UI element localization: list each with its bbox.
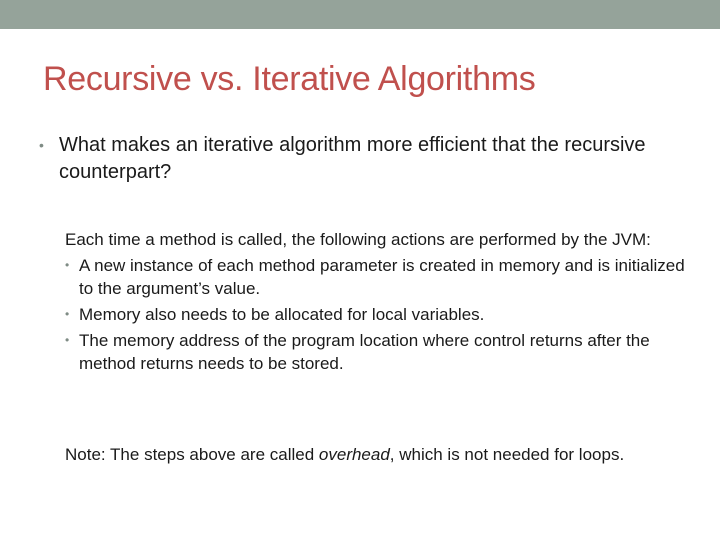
bullet-icon: • xyxy=(65,258,70,272)
bullet-icon: • xyxy=(39,137,44,153)
list-item xyxy=(65,329,685,375)
list-item-text: The memory address of the program location where control returns after the method returns needs to be stored. xyxy=(79,331,650,373)
note-emphasis: overhead xyxy=(318,445,390,464)
note-suffix: , which is not needed for loops. xyxy=(389,445,625,464)
list-item xyxy=(65,303,685,326)
note-prefix: Note: The steps above are called xyxy=(65,445,319,464)
top-accent-bar xyxy=(0,0,720,29)
explanation-block xyxy=(65,228,685,464)
list-item xyxy=(65,254,685,300)
bullet-icon: • xyxy=(65,333,70,347)
list-item-text: A new instance of each method parameter is created in memory and is initialized to the argument’s value. xyxy=(79,256,685,298)
list-item-text: Memory also needs to be allocated for local variables. xyxy=(79,305,485,324)
question-text: What makes an iterative algorithm more efficient that the recursive counterpart? xyxy=(59,134,646,183)
question-bullet xyxy=(39,132,679,186)
slide-title: Recursive vs. Iterative Algorithms xyxy=(43,60,536,98)
intro-text: Each time a method is called, the following actions are performed by the JVM: xyxy=(65,230,651,249)
bullet-icon: • xyxy=(65,307,70,321)
action-list xyxy=(65,254,685,375)
note-text xyxy=(65,443,685,466)
